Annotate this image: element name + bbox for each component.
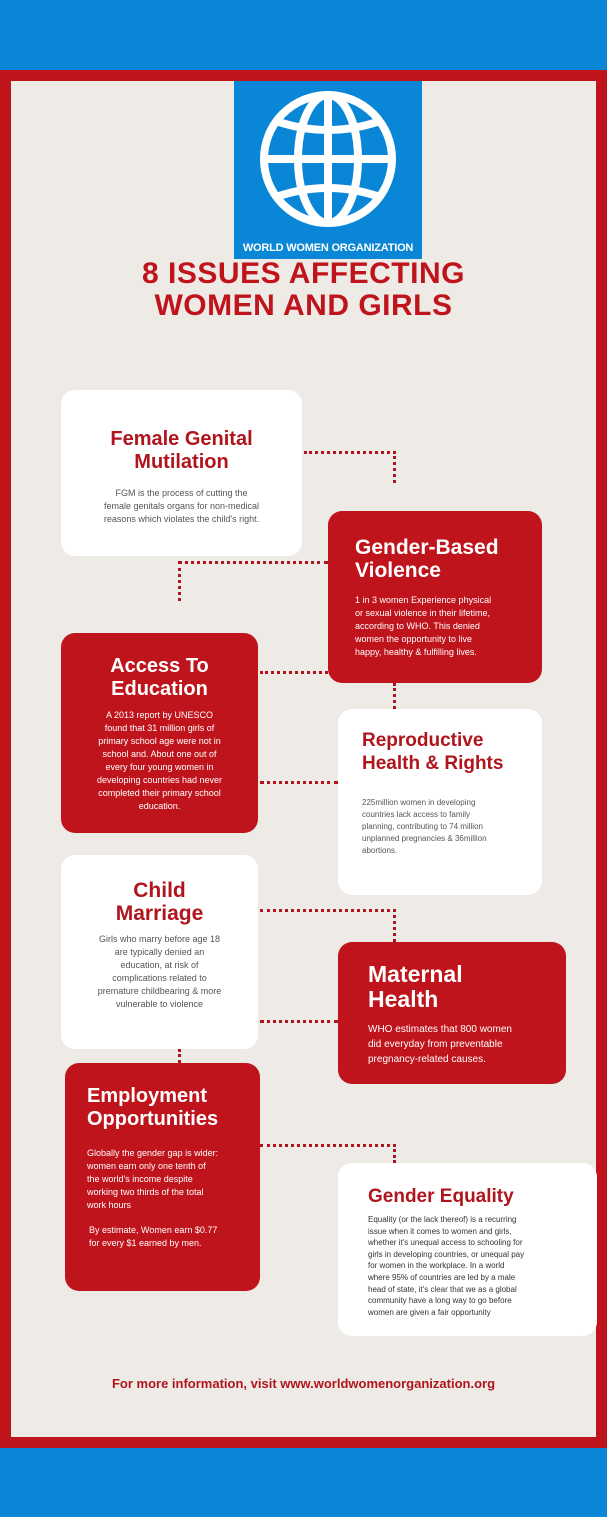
- issue-body: Globally the gender gap is wider: women earn only one tenth of the world's income despite working two thirds of the total work hours: [87, 1148, 219, 1210]
- connector: [393, 683, 396, 709]
- logo-text: WORLD WOMEN ORGANIZATION: [242, 242, 414, 254]
- issue-card-child-marriage: [61, 855, 258, 1049]
- connector: [260, 781, 338, 784]
- connector: [178, 1049, 181, 1063]
- connector: [260, 909, 396, 912]
- page-title: [20, 258, 587, 322]
- connector: [260, 1020, 338, 1023]
- issue-card-gender-equality: [338, 1163, 597, 1336]
- issue-title: Gender Equality: [368, 1186, 514, 1207]
- issue-title: Access To Education: [110, 655, 209, 700]
- connector: [393, 909, 396, 942]
- globe-icon: [256, 87, 400, 231]
- connector: [304, 451, 396, 454]
- issue-body: WHO estimates that 800 women did everyday from preventable pregnancy-related causes.: [368, 1024, 512, 1065]
- issue-body: 1 in 3 women Experience physical or sexual violence in their lifetime, according to WHO. This denied women the opportunity to live happy, healthy & fulfilling lives.: [355, 595, 492, 657]
- issue-card-gbv: [328, 511, 542, 683]
- logo: [234, 81, 422, 259]
- issue-card-fgm: [61, 390, 302, 556]
- issue-card-reproductive-health: [338, 709, 542, 895]
- issue-card-education: [61, 633, 258, 833]
- issue-body: 225million women in developing countries lack access to family planning, contributing to 74 million unplanned pregnancies & 36million abortions.: [362, 798, 487, 855]
- issue-body: A 2013 report by UNESCO found that 31 million girls of primary school age were not in school and. About one out of every four young women in developing countries had never completed their primary school education.: [96, 710, 223, 811]
- connector: [260, 1144, 396, 1147]
- issue-title: Employment Opportunities: [87, 1085, 219, 1130]
- issue-title: Gender-Based Violence: [355, 536, 499, 582]
- title-line-1: 8 ISSUES AFFECTING: [142, 257, 465, 290]
- issue-body: FGM is the process of cutting the female genitals organs for non-medical reasons which violates the child's right.: [103, 488, 260, 524]
- issue-title: Child Marriage: [115, 879, 204, 925]
- title-line-2: WOMEN AND GIRLS: [154, 289, 453, 322]
- issue-title: Maternal Health: [368, 961, 463, 1012]
- connector: [178, 561, 181, 601]
- connector: [178, 561, 328, 564]
- connector: [393, 451, 396, 483]
- issue-body: Girls who marry before age 18 are typically denied an education, at risk of complications related to premature childbearing & more vulnerable to violence: [97, 934, 222, 1009]
- issue-body-2: By estimate, Women earn $0.77 for every $1 earned by men.: [89, 1225, 218, 1248]
- issue-title: Female Genital Mutilation: [110, 428, 253, 473]
- issue-card-maternal-health: [338, 942, 566, 1084]
- connector: [260, 671, 328, 674]
- issue-title: Reproductive Health & Rights: [362, 730, 504, 774]
- issue-body: Equality (or the lack thereof) is a recurring issue when it comes to women and girls, whether it's unequal access to schooling for girls in developing countries, or unequal pay for women in the workplace. In a world where 95% of countries are led by a male head of state, it's clear that we as a global community have a long way to go before women are given a fair opportunity: [368, 1215, 525, 1317]
- footer-link[interactable]: For more information, visit www.worldwomenorganization.org: [111, 1376, 496, 1391]
- issue-card-employment: [65, 1063, 260, 1291]
- connector: [393, 1144, 396, 1163]
